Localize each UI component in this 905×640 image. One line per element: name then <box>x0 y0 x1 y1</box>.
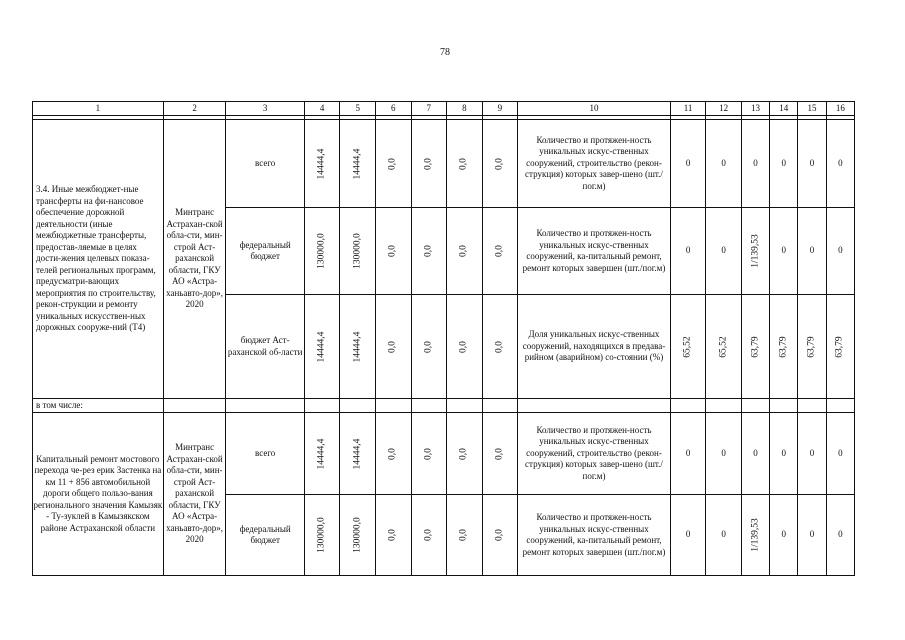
column-number: 13 <box>741 102 769 116</box>
indicator-value: 0 <box>670 495 706 576</box>
value-cell: 0,0 <box>423 529 434 541</box>
indicator-value: 0 <box>670 413 706 495</box>
indicator-value: 0 <box>826 120 854 208</box>
value-cell: 130000,0 <box>351 517 362 553</box>
indicator-value: 0 <box>706 495 742 576</box>
funding-source: федеральный бюджет <box>226 495 304 576</box>
table-row <box>33 120 855 208</box>
value-cell: 0,0 <box>423 245 434 257</box>
indicator-value: 63,79 <box>749 335 760 358</box>
column-number: 1 <box>33 102 164 116</box>
column-number: 12 <box>706 102 742 116</box>
value-cell: 14444,4 <box>316 331 327 362</box>
indicator-value: 0 <box>798 495 826 576</box>
value-cell: 0,0 <box>387 447 398 460</box>
indicator-cell: Количество и протяжен-ность уникальных искус-ственных сооружений, ка-питальный ремонт, ремонт которых завершен (шт./пог.м) <box>518 495 671 576</box>
value-cell: 0,0 <box>494 245 505 257</box>
indicator-value: 0 <box>706 413 742 495</box>
column-number: 5 <box>340 102 376 116</box>
page-number: 78 <box>440 47 450 58</box>
indicator-value: 0 <box>826 495 854 576</box>
value-cell: 0,0 <box>458 157 469 170</box>
indicator-value: 0 <box>770 120 798 208</box>
value-cell: 0,0 <box>387 245 398 257</box>
indicator-cell: Количество и протяжен-ность уникальных искус-ственных сооружений, строительство (рекон-струкция) которых завер-шено (шт./пог.м) <box>518 120 671 208</box>
column-number: 16 <box>826 102 854 116</box>
funding-source: всего <box>226 413 304 495</box>
column-number: 2 <box>163 102 226 116</box>
value-cell: 0,0 <box>423 340 434 353</box>
indicator-value: 0 <box>770 413 798 495</box>
column-number: 15 <box>798 102 826 116</box>
indicator-value: 0 <box>770 495 798 576</box>
indicator-value: 63,79 <box>806 335 817 358</box>
value-cell: 0,0 <box>387 340 398 353</box>
indicator-cell: Количество и протяжен-ность уникальных искус-ственных сооружений, строительство (рекон-струкция) которых завер-шено (шт./пог.м) <box>518 413 671 495</box>
indicator-cell: Доля уникальных искус-ственных сооружений, находящихся в предава-рийном (аварийном) со-стоянии (%) <box>518 295 671 399</box>
value-cell: 0,0 <box>387 157 398 170</box>
subheader-label: в том числе: <box>33 399 164 413</box>
column-number: 4 <box>304 102 340 116</box>
column-number: 10 <box>518 102 671 116</box>
measure-name: 3.4. Иные межбюджет-ные трансферты на фи-нансовое обеспечение дорожной деятельности (иные межбюджетные трансферты, предостав-ляемые в целях дости-жения целевых показа-телей региональных программ, предусматри-вающих мероприятия по строительству, рекон-струкции и ремонту уникальных искусствен-ных дорожных сооруже-ний (Т4) <box>33 120 164 399</box>
value-cell: 14444,4 <box>316 438 327 469</box>
value-cell: 0,0 <box>494 157 505 170</box>
value-cell: 14444,4 <box>351 438 362 469</box>
column-number: 8 <box>447 102 483 116</box>
value-cell: 0,0 <box>458 529 469 541</box>
funding-source: бюджет Аст-раханской об-ласти <box>226 295 304 399</box>
value-cell: 130000,0 <box>351 233 362 269</box>
indicator-value: 0 <box>670 120 706 208</box>
column-number: 6 <box>375 102 411 116</box>
value-cell: 0,0 <box>458 447 469 460</box>
value-cell: 14444,4 <box>316 148 327 179</box>
column-number: 14 <box>770 102 798 116</box>
value-cell: 14444,4 <box>351 331 362 362</box>
program-table <box>32 101 855 576</box>
table-row <box>33 413 855 495</box>
value-cell: 0,0 <box>458 340 469 353</box>
column-number: 9 <box>482 102 518 116</box>
indicator-value: 63,79 <box>778 335 789 358</box>
indicator-value: 0 <box>706 208 742 295</box>
indicator-value: 65,52 <box>717 335 728 358</box>
value-cell: 0,0 <box>387 529 398 541</box>
column-number: 11 <box>670 102 706 116</box>
value-cell: 0,0 <box>423 447 434 460</box>
value-cell: 130000,0 <box>316 517 327 553</box>
column-number: 7 <box>411 102 447 116</box>
indicator-value: 0 <box>798 208 826 295</box>
executor-cell: Минтранс Астрахан-ской обла-сти, мин-строй Аст-раханской области, ГКУ АО «Астра-ханьавто-дор», 2020 <box>163 120 226 399</box>
indicator-value: 1/139,53 <box>749 518 760 552</box>
column-number-row <box>33 102 855 116</box>
funding-source: всего <box>226 120 304 208</box>
value-cell: 14444,4 <box>351 148 362 179</box>
column-number: 3 <box>226 102 304 116</box>
indicator-value: 0 <box>826 208 854 295</box>
indicator-value: 0 <box>798 413 826 495</box>
indicator-cell: Количество и протяжен-ность уникальных искус-ственных сооружений, ка-питальный ремонт, ремонт которых завершен (шт./пог.м) <box>518 208 671 295</box>
value-cell: 0,0 <box>458 245 469 257</box>
value-cell: 0,0 <box>494 529 505 541</box>
indicator-value: 0 <box>798 120 826 208</box>
subheader-row <box>33 399 855 413</box>
funding-source: федеральный бюджет <box>226 208 304 295</box>
value-cell: 130000,0 <box>316 233 327 269</box>
indicator-value: 0 <box>770 208 798 295</box>
indicator-value: 0 <box>741 413 769 495</box>
indicator-value: 63,79 <box>834 335 845 358</box>
indicator-value: 65,52 <box>682 335 693 358</box>
value-cell: 0,0 <box>423 157 434 170</box>
indicator-value: 0 <box>741 120 769 208</box>
indicator-value: 0 <box>670 208 706 295</box>
executor-cell: Минтранс Астрахан-ской обла-сти, мин-строй Аст-раханской области, ГКУ АО «Астра-ханьавто-дор», 2020 <box>163 413 226 576</box>
indicator-value: 1/139,53 <box>749 234 760 268</box>
indicator-value: 0 <box>706 120 742 208</box>
indicator-value: 0 <box>826 413 854 495</box>
value-cell: 0,0 <box>494 447 505 460</box>
measure-name: Капитальный ремонт мостового перехода че-рез ерик Застенка на км 11 + 856 автомобильной дороги общего пользо-вания регионального значения Камызяк - Ту-зуклей в Камызякском районе Астраханской области <box>33 413 164 576</box>
value-cell: 0,0 <box>494 340 505 353</box>
